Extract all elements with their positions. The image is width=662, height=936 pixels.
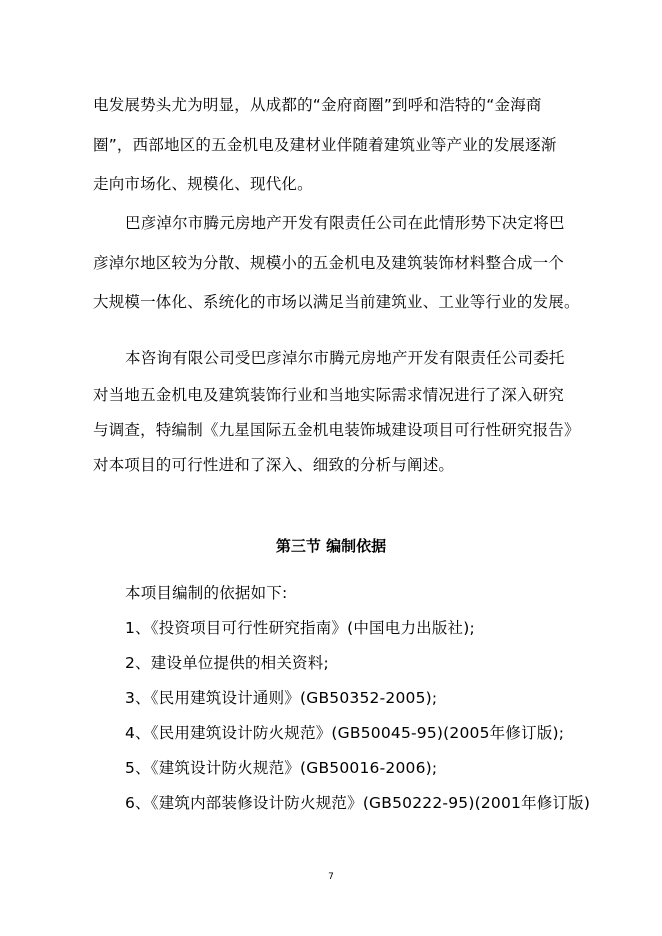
reference-item-3: 3、《民用建筑设计通则》(GB50352-2005); — [125, 689, 438, 707]
paragraph-3-line-2: 对当地五金机电及建筑装饰行业和当地实际需求情况进行了深入研究 — [93, 386, 565, 404]
section-title: 第三节 编制依据 — [275, 537, 387, 555]
page-number: 7 — [328, 872, 334, 882]
paragraph-1-line-3: 走向市场化、规模化、现代化。 — [93, 175, 313, 193]
paragraph-2-line-2: 彦淖尔地区较为分散、规模小的五金机电及建筑装饰材料整合成一个 — [93, 254, 565, 272]
paragraph-3-line-4: 对本项目的可行性进和了深入、细致的分析与阐述。 — [93, 456, 455, 474]
paragraph-3-line-1: 本咨询有限公司受巴彦淖尔市腾元房地产开发有限责任公司委托 — [125, 349, 565, 367]
reference-item-6: 6、《建筑内部装修设计防火规范》(GB50222-95)(2001年修订版) — [125, 794, 591, 812]
reference-item-4: 4、《民用建筑设计防火规范》(GB50045-95)(2005年修订版); — [125, 724, 565, 742]
section-intro: 本项目编制的依据如下: — [125, 584, 288, 602]
reference-item-5: 5、《建筑设计防火规范》(GB50016-2006); — [125, 759, 438, 777]
paragraph-2-line-3: 大规模一体化、系统化的市场以满足当前建筑业、工业等行业的发展。 — [93, 293, 580, 311]
reference-item-2: 2、建设单位提供的相关资料; — [125, 654, 329, 672]
paragraph-2-line-1: 巴彦淖尔市腾元房地产开发有限责任公司在此情形势下决定将巴 — [125, 214, 565, 232]
paragraph-3-line-3: 与调查，特编制《九星国际五金机电装饰城建设项目可行性研究报告》 — [93, 421, 580, 439]
paragraph-1-line-1: 电发展势头尤为明显，从成都的“金府商圈”到呼和浩特的“金海商 — [93, 96, 542, 114]
paragraph-1-line-2: 圈”，西部地区的五金机电及建材业伴随着建筑业等产业的发展逐渐 — [93, 136, 557, 154]
reference-item-1: 1、《投资项目可行性研究指南》(中国电力出版社); — [125, 619, 475, 637]
